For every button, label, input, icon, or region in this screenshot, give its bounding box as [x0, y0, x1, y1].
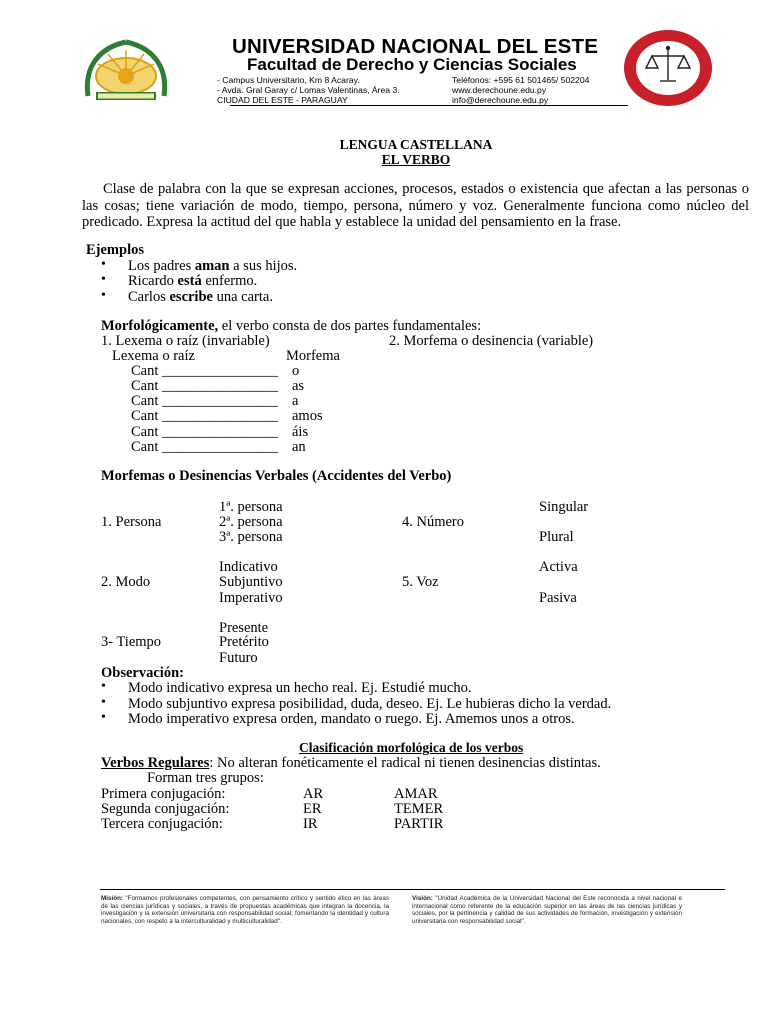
conjugation-ending: áis	[292, 424, 309, 440]
voz-label: 5. Voz	[402, 574, 439, 590]
observation-item: Modo subjuntivo expresa posibilidad, duda, deseo. Ej. Le hubieras dicho la verdad.	[128, 696, 612, 712]
regular-verbs-line: Verbos Regulares: No alteran fonéticamente el radical ni tienen desinencias distintas.	[101, 755, 601, 771]
intro-paragraph: Clase de palabra con la que se expresan acciones, procesos, estados o existencia que afectan a las personas o las cosas; tiene variación de modo, tiempo, persona, número y voz. Generalmente funciona como núcleo del predicado. Expresa la actitud del que habla y establece la unidad del pensamiento en la frase.	[82, 181, 749, 231]
website[interactable]: www.derechoune.edu.py	[452, 85, 547, 95]
university-name: UNIVERSIDAD NACIONAL DEL ESTE	[232, 35, 599, 58]
conjugation-stem: Cant ________________	[131, 408, 279, 424]
address-line-2: - Avda. Gral Garay c/ Lomas Valentinas, Área 3.	[217, 85, 400, 95]
persona-item: 1ª. persona	[219, 499, 283, 515]
modo-label: 2. Modo	[101, 574, 151, 590]
example-item: Ricardo está enfermo.	[128, 273, 258, 289]
numero-item: Singular	[539, 499, 589, 515]
col-morfema: Morfema	[286, 348, 340, 364]
footer-rule	[100, 889, 725, 890]
observation-heading: Observación:	[101, 665, 184, 681]
part-morfema: 2. Morfema o desinencia (variable)	[389, 333, 594, 349]
conjugation-ending: amos	[292, 408, 323, 424]
conjugation-name: Segunda conjugación:	[101, 801, 230, 817]
classification-heading: Clasificación morfológica de los verbos	[299, 740, 524, 755]
conjugation-ending: o	[292, 363, 300, 379]
numero-item: Plural	[539, 529, 574, 545]
conjugation-stem: Cant ________________	[131, 378, 279, 394]
examples-heading: Ejemplos	[86, 242, 144, 258]
col-lexema: Lexema o raíz	[112, 348, 195, 364]
conjugation-ending: a	[292, 393, 299, 409]
part-lexema: 1. Lexema o raíz (invariable)	[101, 333, 270, 349]
mission-statement: Misión: "Formamos profesionales competentes, con pensamiento crítico y sentido ético en las áreas de las ciencias jurídicas y sociales, a través de propuestas académicas que integran la docencia, la investigación y la extensión universitaria con responsabilidad social; fomentando la identidad y cultura nacionales, con respeto a la interculturalidad y multiculturalidad".	[101, 895, 389, 925]
tiempo-item: Presente	[219, 620, 269, 636]
faculty-seal	[622, 28, 714, 108]
conjugation-example: TEMER	[394, 801, 444, 817]
address-line-3: CIUDAD DEL ESTE - PARAGUAY	[217, 95, 348, 105]
morphology-lead: Morfológicamente, el verbo consta de dos partes fundamentales:	[101, 318, 482, 334]
topic-title: EL VERBO	[381, 152, 451, 167]
groups-intro: Forman tres grupos:	[147, 770, 264, 786]
voz-item: Activa	[539, 559, 578, 575]
modo-item: Indicativo	[219, 559, 278, 575]
conjugation-ending: IR	[303, 816, 318, 832]
email[interactable]: info@derechoune.edu.py	[452, 95, 549, 105]
bullet-icon: •	[101, 257, 106, 272]
modo-item: Imperativo	[219, 590, 283, 606]
numero-label: 4. Número	[402, 514, 465, 530]
observation-item: Modo indicativo expresa un hecho real. Ej. Estudié mucho.	[128, 680, 472, 696]
persona-item: 3ª. persona	[219, 529, 283, 545]
header-rule	[230, 105, 628, 106]
tiempo-item: Pretérito	[219, 634, 269, 650]
voz-item: Pasiva	[539, 590, 577, 606]
address-line-1: - Campus Universitario, Km 8 Acaray.	[217, 75, 360, 85]
conjugation-stem: Cant ________________	[131, 424, 279, 440]
bullet-icon: •	[101, 272, 106, 287]
observation-item: Modo imperativo expresa orden, mandato o ruego. Ej. Amemos unos a otros.	[128, 711, 575, 727]
accidents-heading: Morfemas o Desinencias Verbales (Accidentes del Verbo)	[101, 468, 452, 484]
faculty-name: Facultad de Derecho y Ciencias Sociales	[247, 55, 577, 74]
conjugation-ending: AR	[303, 786, 324, 802]
phone-line: Teléfonos: +595 61 501465/ 502204	[452, 75, 590, 85]
conjugation-stem: Cant ________________	[131, 439, 279, 455]
university-logo	[78, 38, 174, 106]
bullet-icon: •	[101, 710, 106, 725]
modo-item: Subjuntivo	[219, 574, 283, 590]
tiempo-label: 3- Tiempo	[101, 634, 162, 650]
conjugation-ending: as	[292, 378, 305, 394]
bullet-icon: •	[101, 695, 106, 710]
example-item: Los padres aman a sus hijos.	[128, 258, 298, 274]
persona-label: 1. Persona	[101, 514, 162, 530]
subject-title: LENGUA CASTELLANA	[339, 137, 493, 152]
conjugation-stem: Cant ________________	[131, 393, 279, 409]
bullet-icon: •	[101, 679, 106, 694]
conjugation-name: Tercera conjugación:	[101, 816, 223, 832]
conjugation-ending: ER	[303, 801, 322, 817]
persona-item: 2ª. persona	[219, 514, 283, 530]
conjugation-name: Primera conjugación:	[101, 786, 226, 802]
bullet-icon: •	[101, 288, 106, 303]
conjugation-ending: an	[292, 439, 306, 455]
conjugation-example: PARTIR	[394, 816, 444, 832]
example-item: Carlos escribe una carta.	[128, 289, 273, 305]
tiempo-item: Futuro	[219, 650, 258, 666]
vision-statement: Visión: "Unidad Académica de la Universidad Nacional del Este reconocida a nivel nacional e internacional como referente de la educación superior en las áreas de las ciencias jurídicas y sociales, por la pertinencia y calidad de sus actividades de formación, investigación y extensión universitaria con responsabilidad social".	[412, 895, 682, 925]
conjugation-stem: Cant ________________	[131, 363, 279, 379]
conjugation-example: AMAR	[394, 786, 438, 802]
